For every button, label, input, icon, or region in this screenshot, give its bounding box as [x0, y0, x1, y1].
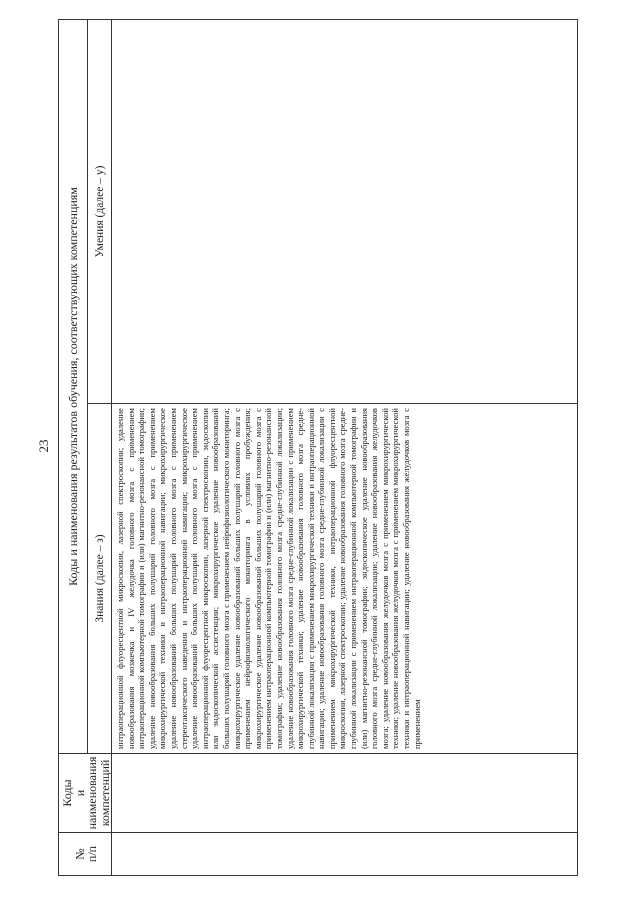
column-header-skills: Умения (далее – у) — [88, 19, 112, 403]
rotated-table-container — [58, 20, 578, 876]
group-header-results: Коды и наименования результатов обучения, соответствующих компетенциям — [59, 19, 88, 753]
page-number: 23 — [36, 439, 51, 453]
cell-knowledge: интраоперационной флуоресцентной микроскопии, лазерной спектроскопии; удаление новообразования мозжечка и IV желудочка головного мозга с применением интраоперационной компьютерной томографии и (или) магнитно-резонансной томографии; удаление новообразования больших полушарий головного мозга с применением микрохирургической техники и интраоперационной навигации; микрохирургическое удаление новообразований больших полушарий головного мозга с применением стереотаксического наведения и интраоперационной навигации; микрохирургическое удаление новообразований больших полушарий головного мозга с применением интраоперационной флуоресцентной микроскопии, лазерной спектроскопии, эндоскопии или эндоскопической ассистенции; микрохирургическое удаление новообразований больших полушарий головного мозга с применением нейрофизиологического мониторинга; микрохирургическое удаление новообразований больших полушарий головного мозга с применением нейрофизиологического мониторинга в условиях пробуждения; микрохирургическое удаление новообразований больших полушарий головного мозга с применением интраоперационной компьютерной томографии и (или) магнитно-резонансной томографии; удаление новообразования головного мозга средне-глубинной локализации; удаление новообразования головного мозга средне-глубинной локализации с применением микрохирургической техники; удаление новообразования головного мозга средне-глубинной локализации с применением микрохирургической техники и интраоперационной навигации; удаление новообразования головного мозга средне-глубинной локализации с применением микрохирургической техники, интраоперационной флуоресцентной микроскопии, лазерной спектроскопии; удаление новообразования головного мозга средне-глубинной локализации с применением интраоперационной компьютерной томографии и (или) магнитно-резонансной томографии; эндоскопическое удаление новообразования головного мозга средне-глубинной локализации; удаление новообразования желудочков мозга; удаление новообразования желудочков мозга с применением микрохирургической техники; удаление новообразования желудочков мозга с применением микрохирургической техники и интраоперационной навигации; удаление новообразования желудочков мозга с применением — [112, 404, 578, 754]
column-header-number: № п/п — [59, 833, 112, 876]
column-header-knowledge: Знания (далее – з) — [88, 404, 112, 754]
cell-codes — [112, 754, 578, 833]
cell-skills — [112, 19, 578, 403]
cell-number — [112, 833, 578, 876]
table-row — [112, 19, 578, 875]
competency-table — [58, 19, 578, 876]
column-header-codes: Коды и наименования компетенций — [59, 754, 112, 833]
